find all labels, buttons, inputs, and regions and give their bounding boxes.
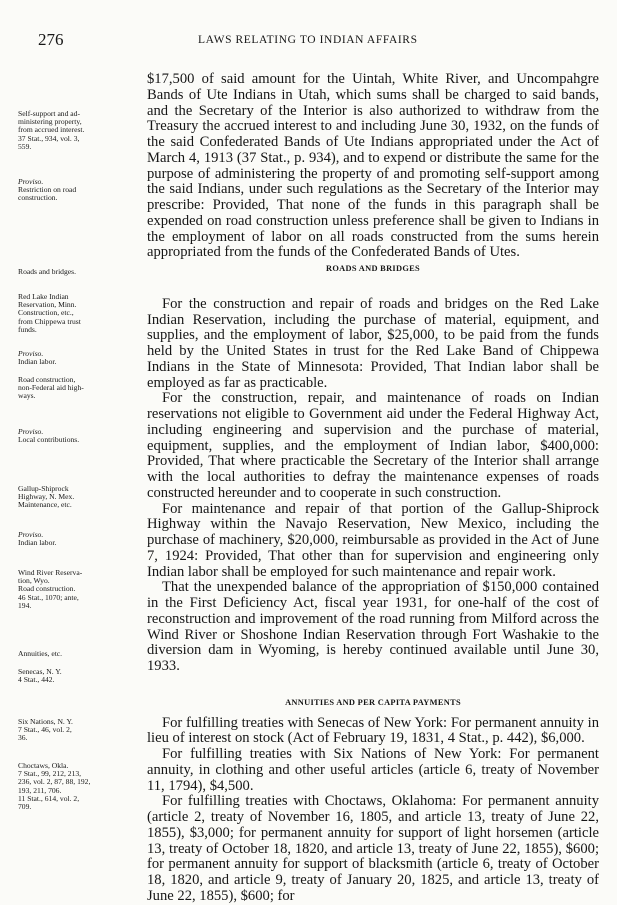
margin-note-line: 46 Stat., 1070; ante,	[18, 592, 79, 602]
margin-note-line: ministering property,	[18, 117, 82, 127]
margin-note-line: 36.	[18, 733, 28, 743]
section-heading: ROADS AND BRIDGES	[326, 264, 420, 273]
paragraph: For the construction and repair of roads and bridges on the Red Lake Indian Reservation, including the purchase of material, equipment, and supplies, and the employment of labor, $25,000, to be paid from the funds held by the United States in trust for the Red Lake Band of Chippewa Indians in the State of Minnesota: Provided, That Indian labor shall be employed as far as practicable.	[147, 295, 599, 391]
margin-note	[18, 268, 146, 276]
margin-note	[18, 668, 146, 684]
margin-note-line: Road construction,	[18, 375, 76, 384]
margin-note-line: Local contributions.	[18, 435, 80, 445]
margin-note-line: Proviso.	[18, 177, 44, 186]
margin-note-line: Road construction.	[18, 584, 76, 594]
margin-note-line: Red Lake Indian	[18, 292, 69, 301]
margin-note-line: Choctaws, Okla.	[18, 761, 69, 770]
margin-note	[18, 428, 146, 444]
margin-note-line: Indian labor.	[18, 538, 57, 548]
margin-note-line: 7 Stat., 46, vol. 2,	[18, 725, 72, 735]
margin-note-line: 7 Stat., 99, 212, 213,	[18, 769, 82, 779]
margin-note-line: 559.	[18, 141, 32, 151]
margin-note-line: Highway, N. Mex.	[18, 492, 75, 502]
margin-note-line: 11 Stat., 614, vol. 2,	[18, 793, 80, 803]
section-heading: ANNUITIES AND PER CAPITA PAYMENTS	[285, 697, 461, 707]
margin-note-line: tion, Wyo.	[18, 576, 50, 586]
margin-note-line: from accrued interest.	[18, 125, 85, 135]
margin-note-line: Restriction on road	[18, 185, 77, 195]
margin-note-line: Self-support and ad-	[18, 109, 80, 118]
margin-note-line: 193, 211, 706.	[18, 785, 62, 795]
paragraph: That the unexpended balance of the appropriation of $150,000 contained in the First Deficiency Act, fiscal year 1931, for one-half of the cost of reconstruction and improvement of the road running from Milford across the Wind River or Shoshone Indian Reservation through Fort Washakie to the diversion dam in Wyoming, is hereby continued available until June 30, 1933.	[147, 579, 599, 674]
margin-note-line: 236, vol. 2, 87, 88, 192,	[18, 777, 91, 787]
margin-note-line: Maintenance, etc.	[18, 500, 72, 510]
margin-note-line: Construction, etc.,	[18, 308, 74, 318]
margin-note	[18, 293, 146, 334]
margin-notes	[18, 0, 146, 900]
margin-note-line: Reservation, Minn.	[18, 300, 77, 310]
margin-note-line: 37 Stat., 934, vol. 3,	[18, 133, 80, 143]
body-text	[147, 72, 599, 905]
paragraph: For maintenance and repair of that portion of the Gallup-Shiprock Highway within the Navajo Reservation, New Mexico, including the purchase of machinery, $20,000, reimbursable as provided in the Act of June 7, 1924: Provided, That other than for supervision and engineering only Indian labor shall be employed for such maintenance and repair work.	[147, 500, 599, 580]
page-number: 276	[38, 30, 64, 49]
margin-note-line: 194.	[18, 600, 32, 610]
margin-note-line: Indian labor.	[18, 357, 57, 367]
paragraph: For fulfilling treaties with Senecas of New York: For permanent annuity in lieu of interest on stock (Act of February 19, 1831, 4 Stat., p. 442), $6,000.	[147, 714, 599, 747]
margin-note-line: non-Federal aid high-	[18, 383, 84, 393]
margin-note	[18, 110, 146, 151]
spacer	[147, 675, 599, 695]
paragraph: For fulfilling treaties with Choctaws, Oklahoma: For permanent annuity (article 2, treaty of November 16, 1805, and article 13, treaty of June 22, 1855), $3,000; for permanent annuity for support of light horsemen (article 13, treaty of October 18, 1820, and article 13, treaty of June 22, 1855), $600; for permanent annuity for support of blacksmith (article 6, treaty of October 18, 1820, and article 9, treaty of January 20, 1825, and article 13, treaty of June 22, 1855), $600; for	[147, 793, 599, 904]
margin-note-line: construction.	[18, 193, 58, 203]
running-head: LAWS RELATING TO INDIAN AFFAIRS	[198, 34, 418, 46]
margin-note-line: from Chippewa trust	[18, 316, 81, 326]
margin-note-line: Proviso.	[18, 530, 44, 539]
margin-note-line: Roads and bridges.	[18, 267, 76, 276]
margin-note-line: Annuities, etc.	[18, 649, 63, 658]
margin-note-line: Senecas, N. Y.	[18, 667, 62, 676]
margin-note	[18, 650, 146, 658]
margin-note	[18, 569, 146, 610]
margin-note-line: 709.	[18, 802, 32, 812]
paragraph: For fulfilling treaties with Six Nations of New York: For permanent annuity, in clothing and other useful articles (article 6, treaty of November 11, 1794), $4,500.	[147, 746, 599, 794]
paragraph: $17,500 of said amount for the Uintah, White River, and Uncompahgre Bands of Ute Indians in Utah, which sums shall be charged to said bands, and the Secretary of the Interior is also authorized to withdraw from the Treasury the accrued interest to and including June 30, 1932, on the funds of the said Confederated Bands of Ute Indians appropriated under the Act of March 4, 1913 (37 Stat., p. 934), and to expend or distribute the same for the purpose of administering the property of and promoting self-support among the said Indians, under such regulations as the Secretary of the Interior may prescribe: Provided, That none of the funds in this paragraph shall be expended on road construction unless preference shall be given to Indians in the employment of labor on all roads constructed from the sums herein appropriated from the funds of the Confederated Bands of Utes.	[147, 71, 599, 261]
margin-note-line: Proviso.	[18, 427, 44, 436]
margin-note-line: Six Nations, N. Y.	[18, 717, 73, 726]
margin-note-line: Wind River Reserva-	[18, 568, 83, 577]
margin-note-line: Proviso.	[18, 349, 44, 358]
spacer	[147, 277, 599, 297]
margin-note-line: Gallup-Shiprock	[18, 484, 69, 493]
margin-note	[18, 718, 146, 743]
paragraph: For the construction, repair, and maintenance of roads on Indian reservations not eligible to Government aid under the Federal Highway Act, including engineering and supervision and the purchase of material, equipment, supplies, and the employment of Indian labor, $400,000: Provided, That where practicable the Secretary of the Interior shall arrange with the local authorities to defray the maintenance expenses of roads constructed hereunder and to cooperate in such construction.	[147, 390, 599, 501]
margin-note	[18, 762, 146, 811]
margin-note	[18, 178, 146, 203]
margin-note-line: funds.	[18, 324, 37, 334]
margin-note	[18, 376, 146, 401]
margin-note-line: ways.	[18, 391, 36, 401]
margin-note	[18, 485, 146, 510]
margin-note	[18, 350, 146, 366]
margin-note	[18, 531, 146, 547]
margin-note-line: 4 Stat., 442.	[18, 675, 55, 685]
